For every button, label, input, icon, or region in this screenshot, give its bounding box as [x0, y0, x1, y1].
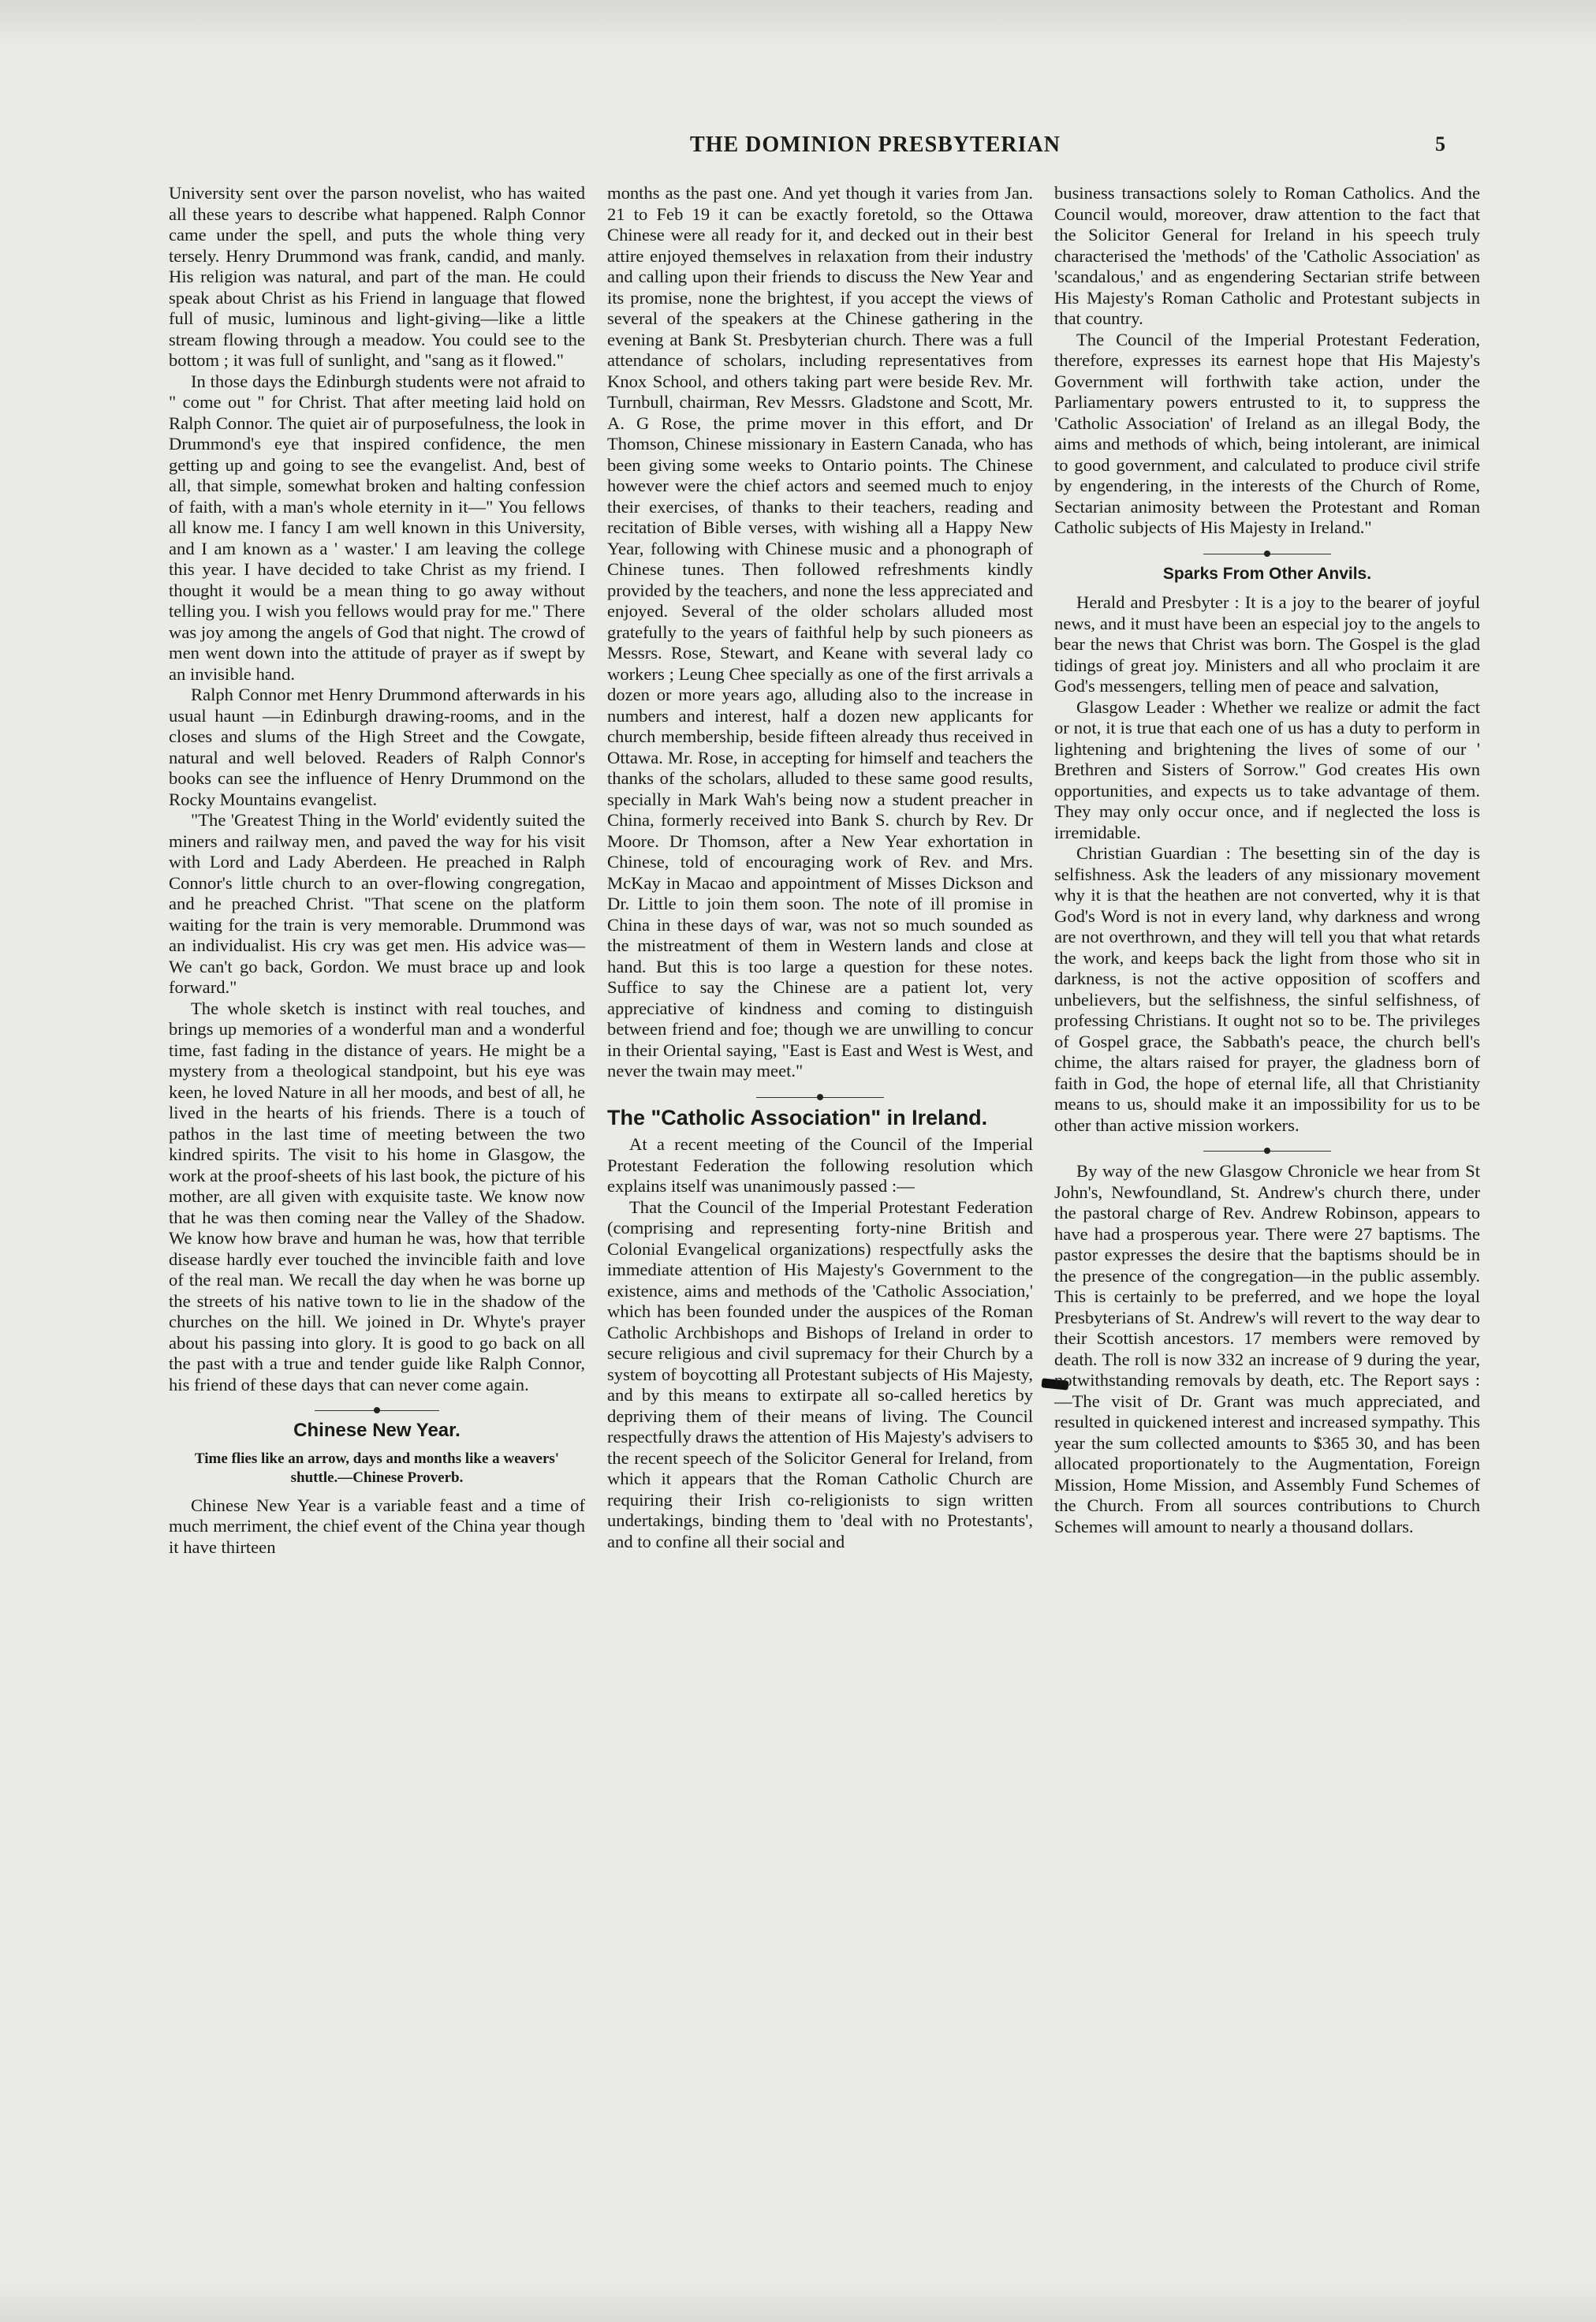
article-drummond-paragraph-3: Ralph Connor met Henry Drummond afterwards in his usual haunt —in Edinburgh drawing-rooms, and in the closes and slums of the High Street and the Cowgate, natural and well beloved. Readers of Ralph Connor's books can see the influence of Henry Drummond on the Rocky Mountains evangelist.: [169, 685, 585, 809]
article-catholic-paragraph-4: The Council of the Imperial Protestant Federation, therefore, expresses its earnest hope that His Majesty's Government will forthwith take action, under the Parliamentary powers entrusted to it, to suppress the 'Catholic Association' of Ireland as an illegal Body, the aims and methods of which, being intolerant, are inimical to good government, and calculated to produce civil strife by engendering, in the interests of the Church of Rome, Sectarian animosity between the Protestant and Roman Catholic subjects of His Majesty in Ireland.": [1054, 329, 1480, 537]
article-st-johns-newfoundland: By way of the new Glasgow Chronicle we hear from St John's, Newfoundland, St. Andrew's church there, under the pastoral charge of Rev. Andrew Robinson, appears to have had a prosperous year. There were 27 baptisms. The pastor expresses the desire that the baptisms should be in the presence of the congregation—in the public assembly. This is certainly to be preferred, and we hope the loyal Presbyterians of St. Andrew's will revert to the way dear to their Scottish ancestors. 17 members were removed by death. The roll is now 332 an increase of 9 during the year, notwithstanding removals by death, etc. The Report says :—The visit of Dr. Grant was much appreciated, and resulted in quickened interest and increased sympathy. This year the sum collected amounts to $365 30, and has been allocated proportionately to the Augmentation, Foreign Mission, Home Mission, and Assembly Fund Schemes of the Church. From all sources contributions to Church Schemes will amount to nearly a thousand dollars.: [1054, 1161, 1480, 1536]
epigraph-chinese-proverb: Time flies like an arrow, days and months like a weavers' shuttle.—Chinese Proverb.: [194, 1450, 560, 1486]
section-divider: [607, 1093, 1033, 1101]
heading-catholic-association: The "Catholic Association" in Ireland.: [607, 1105, 988, 1129]
page-top-shade: [0, 0, 1596, 47]
heading-sparks-from-other-anvils: Sparks From Other Anvils.: [1162, 564, 1372, 583]
column-middle: [607, 183, 1033, 1552]
article-drummond-paragraph-2: In those days the Edinburgh students were not afraid to " come out " for Christ. That after meeting laid hold on Ralph Connor. The quiet air of purposefulness, the look in Drummond's eye that inspired confidence, the men getting up and going to see the evangelist. And, best of all, that simple, somewhat broken and halting confession of faith, with a man's whole eternity in it—" You fellows all know me. I fancy I am well known in this University, and I am known as a ' waster.' I am leaving the college this year. I have decided to take Christ as my friend. I thought it would be a mean thing to go away without telling you. I wish you fellows would pray for me." There was joy among the angels of God that night. The crowd of men went down into the attitude of prayer as if swept by an invisible hand.: [169, 371, 585, 684]
heading-chinese-new-year: Chinese New Year.: [293, 1420, 461, 1441]
article-catholic-paragraph-3: business transactions solely to Roman Catholics. And the Council would, moreover, draw attention to the fact that the Solicitor General for Ireland in his speech truly characterised the 'methods' of the 'Catholic Association' as 'scandalous,' and as engendering Sectarian strife between His Majesty's Roman Catholic and Protestant subjects in that country.: [1054, 183, 1480, 328]
article-chinese-paragraph-1: Chinese New Year is a variable feast and a time of much merriment, the chief event of the China year though it have thirteen: [169, 1495, 585, 1557]
masthead-title: THE DOMINION PRESBYTERIAN: [690, 133, 1061, 157]
article-drummond-paragraph-4: "The 'Greatest Thing in the World' evidently suited the miners and railway men, and paved the way for his visit with Lord and Lady Aberdeen. He preached in Ralph Connor's little church to an over-flowing congregation, and he preached Christ. "That scene on the platform waiting for the train is very memorable. Drummond was an individualist. His cry was get men. His advice was—We can't go back, Gordon. We must brace up and look forward.": [169, 810, 585, 997]
article-drummond-paragraph-1: University sent over the parson novelist, who has waited all these years to describe what happened. Ralph Connor came under the spell, and puts the whole thing very tersely. Henry Drummond was frank, candid, and manly. His religion was natural, and part of the man. He could speak about Christ as his Friend in language that flowed full of music, luminous and light-giving—like a little stream flowing through a meadow. You could see to the bottom ; it was full of sunlight, and "sang as it flowed.": [169, 183, 585, 370]
divider-ornament: [374, 1407, 380, 1413]
article-drummond-paragraph-5: The whole sketch is instinct with real touches, and brings up memories of a wonderful man and a wonderful time, fast fading in the distance of years. He might be a mystery from a theological standpoint, but his eye was keen, he loved Nature in all her moods, and best of all, he lived in the hearts of his friends. There is a touch of pathos in the last time of meeting between the two kindred spirits. The visit to his home in Glasgow, the work at the proof-sheets of his last book, the picture of his mother, are all given with exquisite taste. We know now that he was then coming near the Valley of the Shadow. We know how brave and human he was, how that terrible disease hardly ever touched the invincible faith and love of the real man. We recall the day when he was borne up the streets of his native town to lie in the shadow of the churches on the hill. We joined in Dr. Whyte's prayer about his passing into glory. It is good to go back on all the past with a true and tender guide like Ralph Connor, his friend of these days that can never come again.: [169, 998, 585, 1394]
divider-ornament: [1264, 1148, 1270, 1154]
section-divider: [1054, 1147, 1480, 1155]
sparks-glasgow-leader: Glasgow Leader : Whether we realize or admit the fact or not, it is true that each one of us has a duty to perform in lightening and brightening the lives of some of our ' Brethren and Sisters of Sorrow." God creates His own opportunities, and expects us to take advantage of them. They may only occur once, and if neglected the loss is irremidable.: [1054, 696, 1480, 842]
article-catholic-paragraph-2: That the Council of the Imperial Protestant Federation (comprising and representing forty-nine British and Colonial Evangelical organizations) respectfully asks the immediate attention of His Majesty's Government to the existence, aims and methods of the 'Catholic Association,' which has been founded under the auspices of the Roman Catholic Archbishops and Bishops of Ireland in order to secure religious and civil supremacy for their Church by a system of boycotting all Protestant subjects of His Majesty, and by this means to extirpate all so-called heretics by depriving them of their means of living. The Council respectfully draws the attention of His Majesty's advisers to the recent speech of the Solicitor General for Ireland, from which it appears that the Roman Catholic Church are requiring their Irish co-religionists to sign written undertakings, binding them to 'deal with no Protestants', and to confine all their social and: [607, 1196, 1033, 1551]
article-catholic-paragraph-1: At a recent meeting of the Council of the Imperial Protestant Federation the following resolution which explains itself was unanimously passed :—: [607, 1134, 1033, 1196]
column-right: [1054, 183, 1480, 1537]
article-chinese-paragraph-2: months as the past one. And yet though it varies from Jan. 21 to Feb 19 it can be exactly foretold, so the Ottawa Chinese were all ready for it, and decked out in their best attire enjoyed themselves in relaxation from their industry and calling upon their friends to discuss the New Year and its promise, none the brightest, if you accept the views of several of the speakers at the Chinese gathering in the evening at Bank St. Presbyterian church. There was a full attendance of scholars, including representatives from Knox School, and others taking part were beside Rev. Mr. Turnbull, chairman, Rev Messrs. Gladstone and Scott, Mr. A. G Rose, the prime mover in this effort, and Dr Thomson, Chinese missionary in Eastern Canada, who has been giving some weeks to Ontario points. The Chinese however were the chief actors and seemed much to enjoy their exercises, of thanks to their teachers, reading and recitation of Bible verses, with wishing all a Happy New Year, following with Chinese music and a phonograph of Chinese tunes. Then followed refreshments kindly provided by the teachers, and none the less appreciated and enjoyed. Several of the older scholars alluded most gratefully to the years of faithful help by such pioneers as Messrs. Rose, Stewart, and Keane with several lady co workers ; Leung Chee specially as one of the first arrivals a dozen or more years ago, alluding also to the increase in numbers and interest, half a dozen new applicants for church membership, beside fifteen already thus received in Ottawa. Mr. Rose, in accepting for himself and teachers the thanks of the scholars, alluded to these same good results, specially in Mark Wah's being now a student preacher in China, formerly received into Bank S. church by Rev. Dr Moore. Dr Thomson, after a New Year exhortation in Chinese, told of encouraging work of Rev. and Mrs. McKay in Macao and appointment of Misses Dickson and Dr. Little to join them soon. The note of ill promise in China in these days of war, was not so much sounded as the mistreatment of them in Western lands and close at hand. But this is too large a question for these notes. Suffice to say the Chinese are a patient lot, very appreciative of kindness and coming to distinguish between friend and foe; though we are unwilling to concur in their Oriental saying, "East is East and West is West, and never the twain may meet.": [607, 183, 1033, 1081]
divider-ornament: [817, 1094, 823, 1100]
sparks-christian-guardian: Christian Guardian : The besetting sin of the day is selfishness. Ask the leaders of any missionary movement why it is that the heathen are not converted, why it is that God's Word is not in every land, why darkness and wrong are not overthrown, and they will tell you that what retards the work, and keeps back the light from those who sit in darkness, is not the active opposition of scoffers and unbelievers, but the selfishness, the sinful selfishness, of professing Christians. It ought not so to be. The privileges of Gospel grace, the Sabbath's peace, the church bell's chime, the altars raised for prayer, the gladness born of faith in God, the hope of eternal life, all that Christianity means to us, should make it an impossibility for us to be other than active mission workers.: [1054, 843, 1480, 1135]
page-header: [0, 133, 1596, 164]
section-divider: [1054, 550, 1480, 558]
sparks-herald-presbyter: Herald and Presbyter : It is a joy to the bearer of joyful news, and it must have been an especial joy to the angels to bear the news that Christ was born. The Gospel is the glad tidings of great joy. Ministers and all who proclaim it are God's messengers, telling men of peace and salvation,: [1054, 592, 1480, 696]
page-number: 5: [1435, 133, 1445, 155]
section-divider: [169, 1406, 585, 1414]
column-left: [169, 183, 585, 1558]
divider-ornament: [1264, 551, 1270, 557]
page-bottom-shade: [0, 2279, 1596, 2322]
